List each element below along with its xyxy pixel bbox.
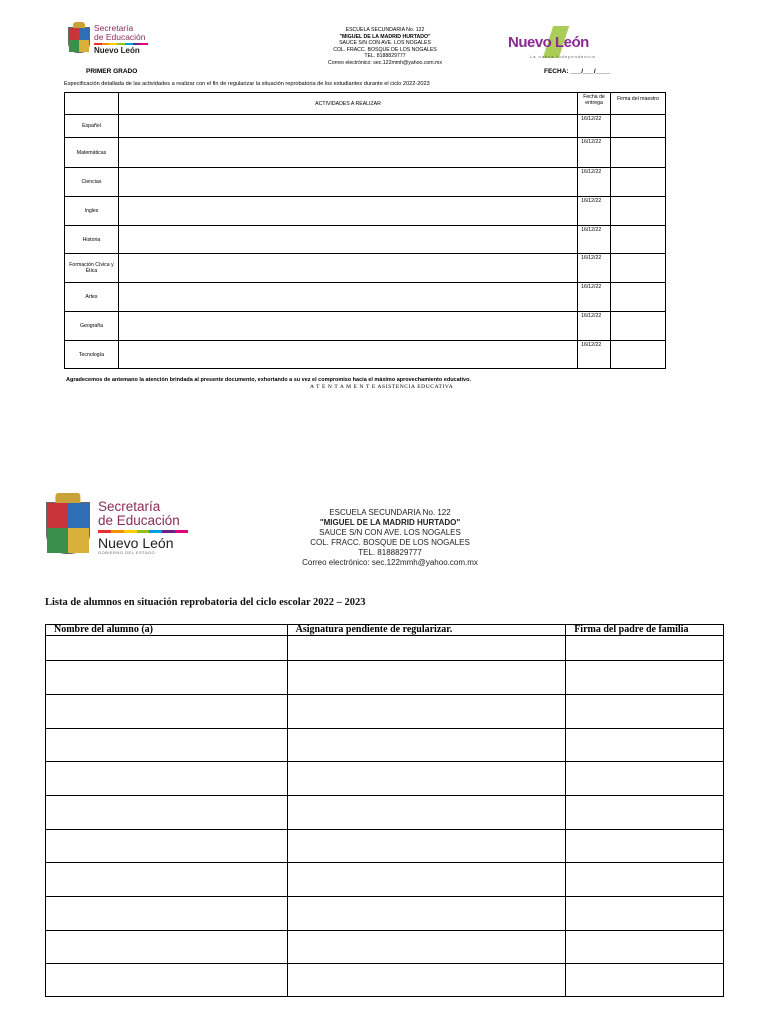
table-row [65, 168, 666, 197]
table-row [46, 830, 724, 863]
school-email: Correo electrónico: sec.122mmh@yahoo.com.mx [302, 558, 478, 567]
pending-subject-cell[interactable] [287, 762, 566, 796]
table-row [46, 661, 724, 695]
logo-text-gobierno: GOBIERNO DEL ESTADO [98, 550, 156, 555]
logo-colorbar [94, 43, 148, 45]
pending-subject-cell[interactable] [287, 931, 566, 964]
due-date-cell: 16/12/22 [578, 138, 611, 168]
school-name: ESCUELA SECUNDARIA No. 122 [345, 27, 425, 33]
pending-subject-cell[interactable] [287, 661, 566, 695]
school-phone: TEL. 8188829777 [358, 548, 422, 557]
table-row [65, 283, 666, 312]
due-date-cell: 16/12/22 [578, 283, 611, 312]
header-activities: ACTIVIDADES A REALIZAR [118, 93, 577, 115]
student-name-cell[interactable] [46, 931, 288, 964]
parent-signature-cell[interactable] [566, 762, 724, 796]
thanks-text: Agradecemos de antemano la atención brindada al presente documento, exhortando a su vez el compromiso hacia el máximo aprovechamiento educativo. [66, 377, 471, 383]
table-row [46, 729, 724, 762]
student-name-cell[interactable] [46, 964, 288, 997]
parent-signature-cell[interactable] [566, 931, 724, 964]
table-row [46, 762, 724, 796]
parent-signature-cell[interactable] [566, 796, 724, 830]
due-date-cell: 16/12/22 [578, 254, 611, 283]
subject-label: Geografía [65, 312, 119, 341]
header-pending-subject: Asignatura pendiente de regularizar. [287, 625, 566, 636]
header-teacher-signature: Firma del maestro [611, 93, 666, 115]
table-row [46, 863, 724, 897]
logo-text-educacion: de Educación [94, 31, 146, 42]
student-name-cell[interactable] [46, 729, 288, 762]
school-info-large [280, 508, 500, 568]
subject-label: Español [65, 115, 119, 138]
logo-text-secretaria: Secretaría [98, 499, 161, 514]
student-name-cell[interactable] [46, 636, 288, 661]
description-text: Especificación detallada de las actividades a realizar con el fin de regularizar la situación reprobatoria de los estudiantes durante el ciclo 2022-2023 [64, 81, 430, 87]
header-student-name: Nombre del alumno (a) [46, 625, 288, 636]
student-name-cell[interactable] [46, 863, 288, 897]
activity-cell[interactable] [118, 254, 577, 283]
student-name-cell[interactable] [46, 695, 288, 729]
table-row [46, 897, 724, 931]
student-list-title: Lista de alumnos en situación reprobatoria del ciclo escolar 2022 – 2023 [45, 597, 366, 608]
school-phone: TEL. 8188829777 [364, 53, 406, 59]
students-header-row [46, 625, 724, 636]
school-honoree: "MIGUEL DE LA MADRID HURTADO" [339, 33, 431, 40]
table-row [46, 695, 724, 729]
signature-cell[interactable] [611, 254, 666, 283]
subject-label: Historia [65, 226, 119, 254]
subject-label: Artes [65, 283, 119, 312]
parent-signature-cell[interactable] [566, 636, 724, 661]
school-address: SAUCE S/N CON AVE. LOS NOGALES [339, 40, 431, 46]
closing-text: A T E N T A M E N T E ASISTENCIA EDUCATIVA [310, 384, 454, 390]
student-name-cell[interactable] [46, 897, 288, 931]
brand-word: Nuevo León [508, 34, 589, 51]
students-table [45, 624, 724, 997]
parent-signature-cell[interactable] [566, 695, 724, 729]
due-date-cell: 16/12/22 [578, 312, 611, 341]
state-shield-icon [46, 502, 90, 554]
logo-colorbar [98, 530, 188, 533]
signature-cell[interactable] [611, 197, 666, 226]
header-due-date: Fecha de entrega [578, 93, 611, 115]
logo-text-nuevo-leon: Nuevo León [98, 535, 174, 551]
brand-slogan: La nueva independencia [530, 54, 596, 59]
subject-label: Ciencias [65, 168, 119, 197]
activity-cell[interactable] [118, 312, 577, 341]
student-name-cell[interactable] [46, 830, 288, 863]
activity-cell[interactable] [118, 115, 577, 138]
logo-text-secretaria: Secretaría [94, 23, 134, 33]
school-name: ESCUELA SECUNDARIA No. 122 [329, 508, 451, 517]
parent-signature-cell[interactable] [566, 863, 724, 897]
date-field[interactable]: FECHA: ___/___/____ [544, 68, 611, 75]
table-row [46, 636, 724, 661]
table-row [65, 115, 666, 138]
school-colony: COL. FRACC. BOSQUE DE LOS NOGALES [310, 538, 470, 547]
table-row [65, 312, 666, 341]
signature-cell[interactable] [611, 341, 666, 369]
parent-signature-cell[interactable] [566, 897, 724, 931]
signature-cell[interactable] [611, 226, 666, 254]
pending-subject-cell[interactable] [287, 636, 566, 661]
signature-cell[interactable] [611, 168, 666, 197]
activities-table [64, 92, 666, 369]
header-subject-cell [65, 93, 119, 115]
school-colony: COL. FRACC. BOSQUE DE LOS NOGALES [333, 46, 437, 53]
pending-subject-cell[interactable] [287, 863, 566, 897]
table-row [46, 931, 724, 964]
pending-subject-cell[interactable] [287, 695, 566, 729]
pending-subject-cell[interactable] [287, 830, 566, 863]
student-name-cell[interactable] [46, 661, 288, 695]
subject-label: Formación Cívica y Ética [65, 254, 119, 283]
secretaria-logo [68, 24, 148, 55]
school-address: SAUCE S/N CON AVE. LOS NOGALES [319, 528, 461, 537]
nuevo-leon-brand-logo [508, 26, 598, 62]
due-date-cell: 16/12/22 [578, 226, 611, 254]
due-date-cell: 16/12/22 [578, 341, 611, 369]
table-row [65, 341, 666, 369]
logo-text-educacion: de Educación [98, 512, 180, 528]
signature-cell[interactable] [611, 138, 666, 168]
school-honoree: "MIGUEL DE LA MADRID HURTADO" [319, 518, 461, 527]
signature-cell[interactable] [611, 312, 666, 341]
header-parent-signature: Firma del padre de familia [566, 625, 724, 636]
student-name-cell[interactable] [46, 762, 288, 796]
school-email: Correo electrónico: sec.122mmh@yahoo.com.mx [328, 59, 442, 66]
table-row [65, 138, 666, 168]
pending-subject-cell[interactable] [287, 729, 566, 762]
signature-cell[interactable] [611, 115, 666, 138]
subject-label: Tecnología [65, 341, 119, 369]
activity-cell[interactable] [118, 226, 577, 254]
pending-subject-cell[interactable] [287, 796, 566, 830]
activity-cell[interactable] [118, 283, 577, 312]
grade-label: PRIMER GRADO [86, 68, 138, 75]
activity-cell[interactable] [118, 168, 577, 197]
table-row [46, 964, 724, 997]
table-row [65, 197, 666, 226]
due-date-cell: 16/12/22 [578, 168, 611, 197]
activities-header-row [65, 93, 666, 115]
parent-signature-cell[interactable] [566, 830, 724, 863]
state-shield-icon [68, 27, 90, 53]
logo-text-nuevo-leon: Nuevo León [94, 46, 140, 55]
table-row [46, 796, 724, 830]
parent-signature-cell[interactable] [566, 964, 724, 997]
student-name-cell[interactable] [46, 796, 288, 830]
activity-cell[interactable] [118, 197, 577, 226]
pending-subject-cell[interactable] [287, 897, 566, 931]
activity-cell[interactable] [118, 138, 577, 168]
due-date-cell: 16/12/22 [578, 115, 611, 138]
school-info [300, 27, 470, 66]
subject-label: Matemáticas [65, 138, 119, 168]
table-row [65, 226, 666, 254]
signature-cell[interactable] [611, 283, 666, 312]
pending-subject-cell[interactable] [287, 964, 566, 997]
subject-label: Ingles [65, 197, 119, 226]
due-date-cell: 16/12/22 [578, 197, 611, 226]
parent-signature-cell[interactable] [566, 729, 724, 762]
table-row [65, 254, 666, 283]
activity-cell[interactable] [118, 341, 577, 369]
secretaria-logo-large [46, 500, 188, 555]
parent-signature-cell[interactable] [566, 661, 724, 695]
